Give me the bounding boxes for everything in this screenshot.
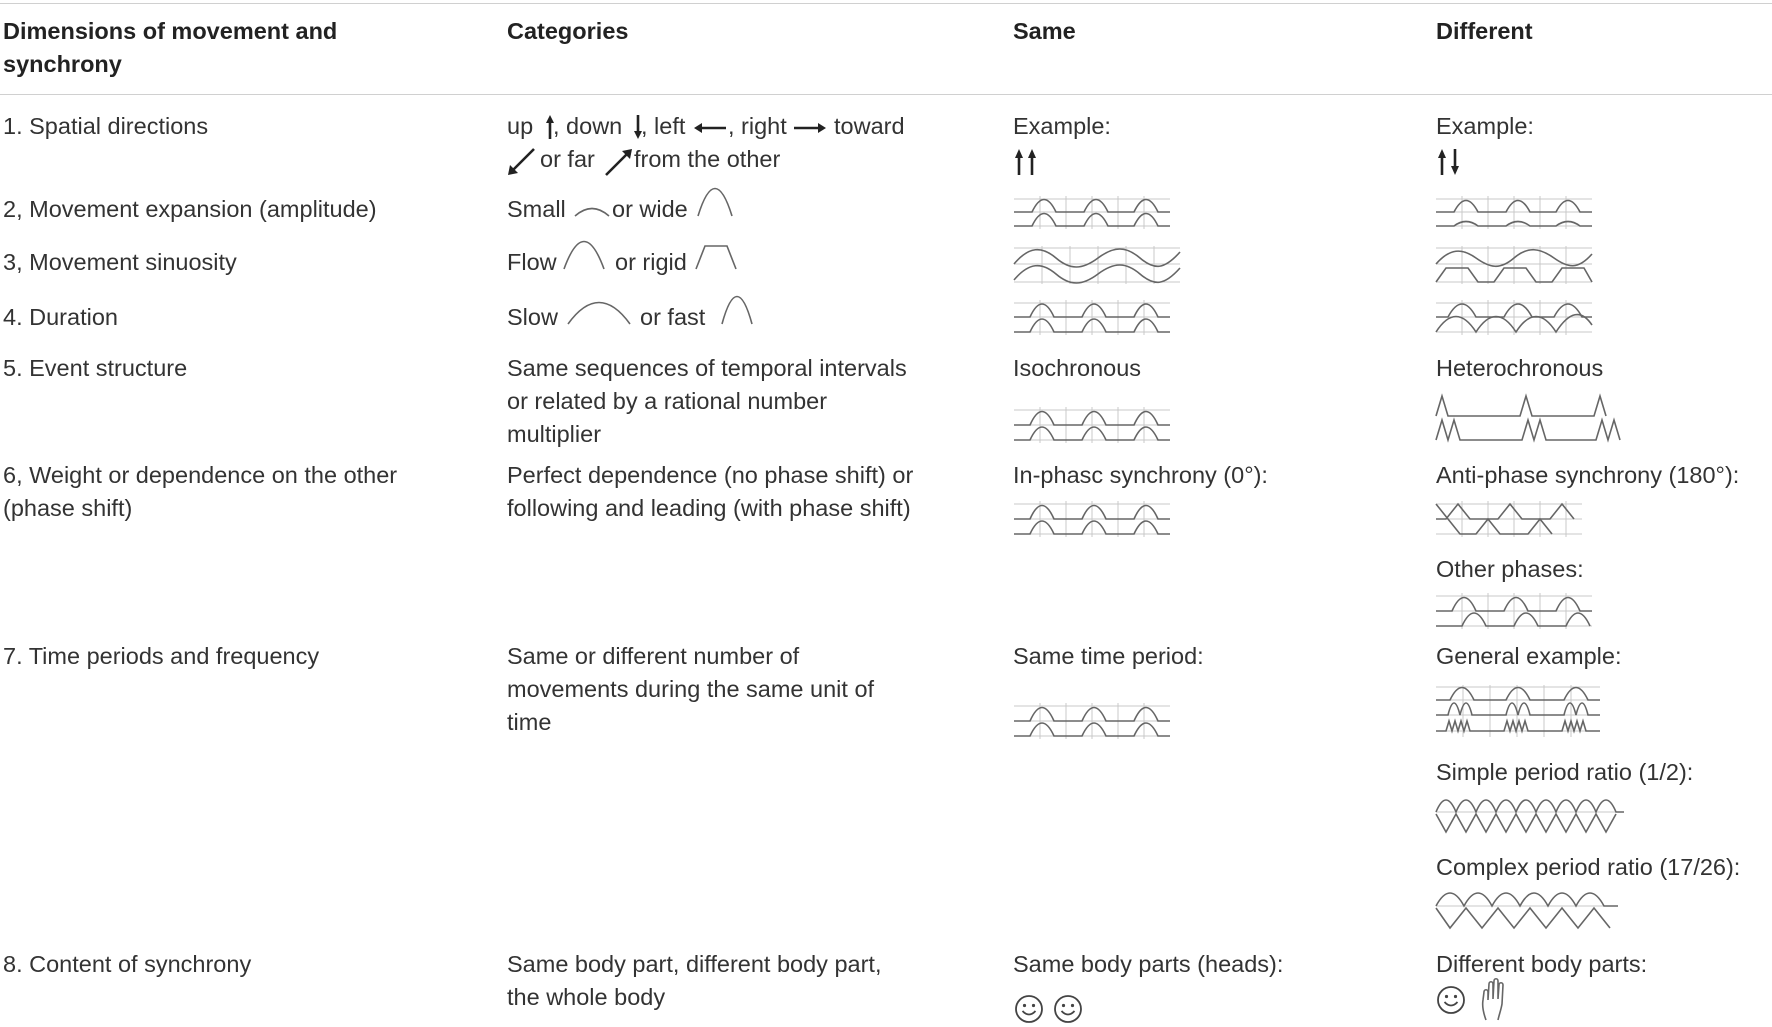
small-wave-icon [574, 203, 610, 217]
label-or-fast: or fast [640, 304, 706, 330]
smiley-face-icon [1436, 985, 1466, 1015]
simple-period-ratio-wave-icon [1436, 792, 1624, 834]
label-up: up [507, 113, 534, 139]
wide-wave-icon [697, 187, 733, 217]
smiley-face-icon [1014, 994, 1044, 1024]
row7-dimension: 7. Time periods and frequency [3, 643, 320, 669]
heterochronous-wave-icon [1436, 394, 1624, 442]
row5-categories: Same sequences of temporal intervals or related by a rational number multiplier [507, 355, 907, 447]
up-down-arrows-icon [1437, 148, 1463, 176]
row4-categories [507, 301, 937, 335]
same-duration-wave-icon [1014, 297, 1170, 337]
row7-different-label-2: Simple period ratio (1/2): [1436, 759, 1694, 785]
label-or-far: or far [540, 146, 595, 172]
label-small: Small [507, 196, 566, 222]
fast-wave-icon [721, 295, 753, 325]
rigid-wave-icon [695, 244, 737, 270]
same-time-period-wave-icon [1014, 700, 1170, 740]
label-down: , down [553, 113, 623, 139]
label-or-wide: or wide [612, 196, 688, 222]
row1-different-label: Example: [1436, 113, 1534, 139]
row5-different-label: Heterochronous [1436, 355, 1604, 381]
row8-different-label: Different body parts: [1436, 951, 1648, 977]
same-amplitude-wave-icon [1014, 193, 1170, 231]
same-sinuosity-wave-icon [1014, 244, 1180, 286]
isochronous-wave-icon [1014, 404, 1170, 444]
row3-categories [507, 246, 937, 280]
row1-same-label: Example: [1013, 113, 1111, 139]
arrow-left-icon [693, 122, 727, 134]
arrow-far-icon [605, 148, 633, 176]
row3-dimension: 3, Movement sinuosity [3, 249, 237, 275]
row5-dimension: 5. Event structure [3, 355, 188, 381]
header-different: Different [1436, 18, 1533, 44]
two-up-arrows-icon [1014, 148, 1040, 176]
arrow-toward-icon [507, 148, 535, 176]
label-or-rigid: or rigid [615, 249, 687, 275]
header-dimensions: Dimensions of movement and synchrony [3, 18, 338, 77]
row4-dimension: 4. Duration [3, 304, 118, 330]
header-categories: Categories [507, 18, 629, 44]
row8-same-label: Same body parts (heads): [1013, 951, 1284, 977]
label-slow: Slow [507, 304, 558, 330]
label-flow: Flow [507, 249, 557, 275]
slow-wave-icon [567, 297, 631, 325]
row6-dimension: 6, Weight or dependence on the other (phase shift) [3, 462, 398, 521]
anti-phase-wave-icon [1436, 498, 1582, 538]
row1-categories [507, 110, 937, 180]
label-toward: toward [834, 113, 905, 139]
smiley-face-icon [1053, 994, 1083, 1024]
other-phases-wave-icon [1436, 590, 1592, 630]
row6-same-label: In-phasc synchrony (0°): [1013, 462, 1268, 488]
hand-icon [1480, 978, 1506, 1022]
header-rule [0, 94, 1772, 95]
row1-dimension: 1. Spatial directions [3, 113, 209, 139]
row7-different-label: General example: [1436, 643, 1622, 669]
complex-period-ratio-wave-icon [1436, 886, 1618, 930]
top-rule [0, 3, 1772, 4]
row6-different-label-2: Other phases: [1436, 556, 1584, 582]
arrow-right-icon [793, 122, 827, 134]
row2-dimension: 2, Movement expansion (amplitude) [3, 196, 377, 222]
in-phase-wave-icon [1014, 498, 1170, 538]
label-left: , left [641, 113, 686, 139]
header-same: Same [1013, 18, 1076, 44]
different-amplitude-wave-icon [1436, 193, 1592, 231]
different-duration-wave-icon [1436, 297, 1592, 337]
label-from-the-other: from the other [634, 146, 781, 172]
row6-different-label: Anti-phase synchrony (180°): [1436, 462, 1740, 488]
flow-wave-icon [563, 240, 605, 270]
row7-different-label-3: Complex period ratio (17/26): [1436, 854, 1741, 880]
row7-categories: Same or different number of movements during the same unit of time [507, 643, 875, 735]
row5-same-label: Isochronous [1013, 355, 1142, 381]
label-right: , right [728, 113, 787, 139]
general-example-wave-icon [1436, 683, 1600, 739]
row6-categories: Perfect dependence (no phase shift) or following and leading (with phase shift) [507, 462, 914, 521]
different-sinuosity-wave-icon [1436, 244, 1592, 286]
row7-same-label: Same time period: [1013, 643, 1204, 669]
row2-categories [507, 193, 937, 227]
row8-dimension: 8. Content of synchrony [3, 951, 252, 977]
row8-categories: Same body part, different body part, the whole body [507, 951, 882, 1010]
